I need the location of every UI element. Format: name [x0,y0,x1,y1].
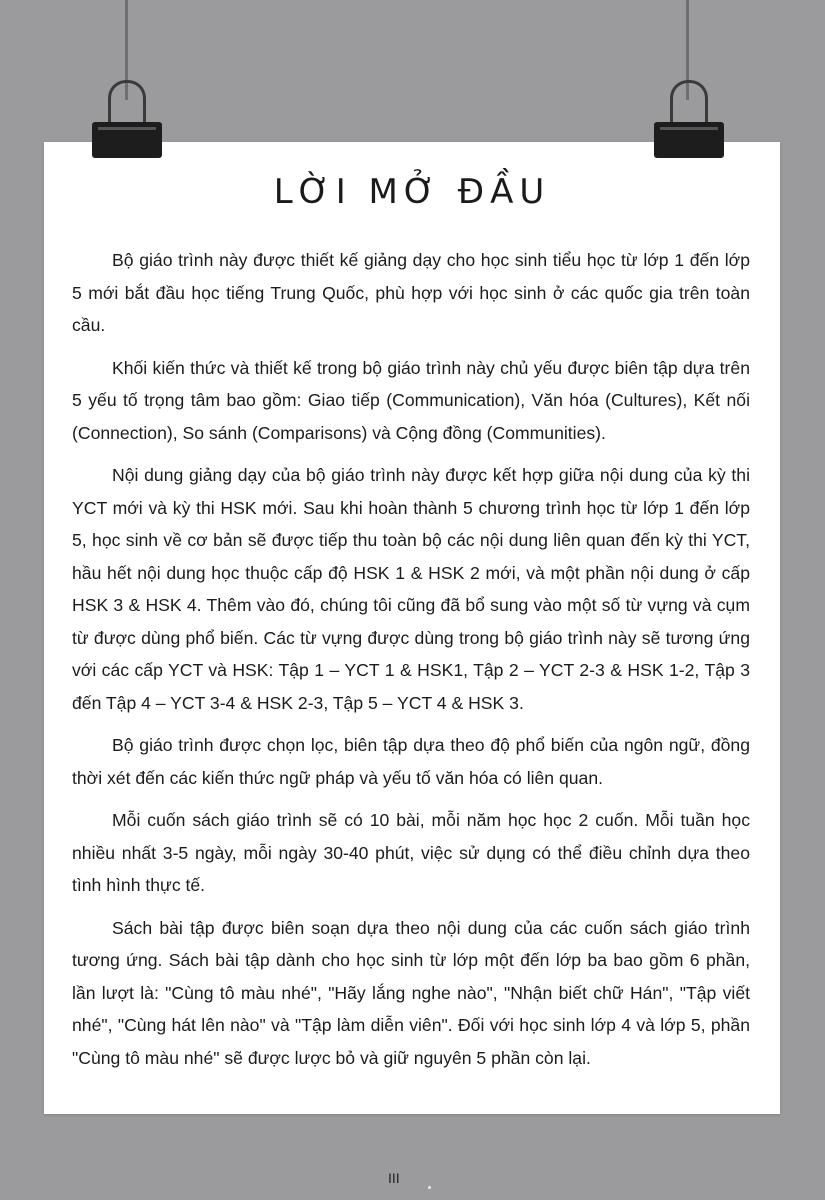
preface-body [72,244,750,1084]
paragraph: Sách bài tập được biên soạn dựa theo nội dung của các cuốn sách giáo trình tương ứng. Sách bài tập dành cho học sinh từ lớp một đến lớp ba bao gồm 6 phần, lần lượt là: "Cùng tô màu nhé", "Hãy lắng nghe nào", "Nhận biết chữ Hán", "Tập viết nhé", "Cùng hát lên nào" và "Tập làm diễn viên". Đối với học sinh lớp 4 và lớp 5, phần "Cùng tô màu nhé" sẽ được lược bỏ và giữ nguyên 5 phần còn lại. [72,917,750,1068]
binder-clip-icon [92,80,162,160]
binder-clip-icon [654,80,724,160]
page-title: LỜI MỞ ĐẦU [273,172,551,212]
dust-speck [428,1186,431,1189]
paragraph: Mỗi cuốn sách giáo trình sẽ có 10 bài, mỗi năm học học 2 cuốn. Mỗi tuần học nhiều nhất 3-5 ngày, mỗi ngày 30-40 phút, việc sử dụng có thể điều chỉnh dựa theo tình hình thực tế. [72,810,750,895]
page-number: III [388,1170,400,1186]
paragraph: Bộ giáo trình này được thiết kế giảng dạy cho học sinh tiểu học từ lớp 1 đến lớp 5 mới bắt đầu học tiếng Trung Quốc, phù hợp với học sinh ở các quốc gia trên toàn cầu. [72,250,750,335]
paragraph: Khối kiến thức và thiết kế trong bộ giáo trình này chủ yếu được biên tập dựa trên 5 yếu tố trọng tâm bao gồm: Giao tiếp (Communication), Văn hóa (Cultures), Kết nối (Connection), So sánh (Comparisons) và Cộng đồng (Communities). [72,357,750,443]
paper-sheet [44,142,780,1114]
paragraph: Nội dung giảng dạy của bộ giáo trình này được kết hợp giữa nội dung của kỳ thi YCT mới và kỳ thi HSK mới. Sau khi hoàn thành 5 chương trình học từ lớp 1 đến lớp 5, học sinh về cơ bản sẽ được tiếp thu toàn bộ các nội dung liên quan đến kỳ thi YCT, hầu hết nội dung học thuộc cấp độ HSK 1 & HSK 2 mới, và một phần nội dung ở cấp HSK 3 & HSK 4. Thêm vào đó, chúng tôi cũng đã bổ sung vào một số từ vựng và cụm từ được dùng phổ biến. Các từ vựng được dùng trong bộ giáo trình này sẽ tương ứng với các cấp YCT và HSK: Tập 1 – YCT 1 & HSK1, Tập 2 – YCT 2-3 & HSK 1-2, Tập 3 đến Tập 4 – YCT 3-4 & HSK 2-3, Tập 5 – YCT 4 & HSK 3. [72,465,750,713]
paragraph: Bộ giáo trình được chọn lọc, biên tập dựa theo độ phổ biến của ngôn ngữ, đồng thời xét đến các kiến thức ngữ pháp và yếu tố văn hóa có liên quan. [72,735,750,788]
